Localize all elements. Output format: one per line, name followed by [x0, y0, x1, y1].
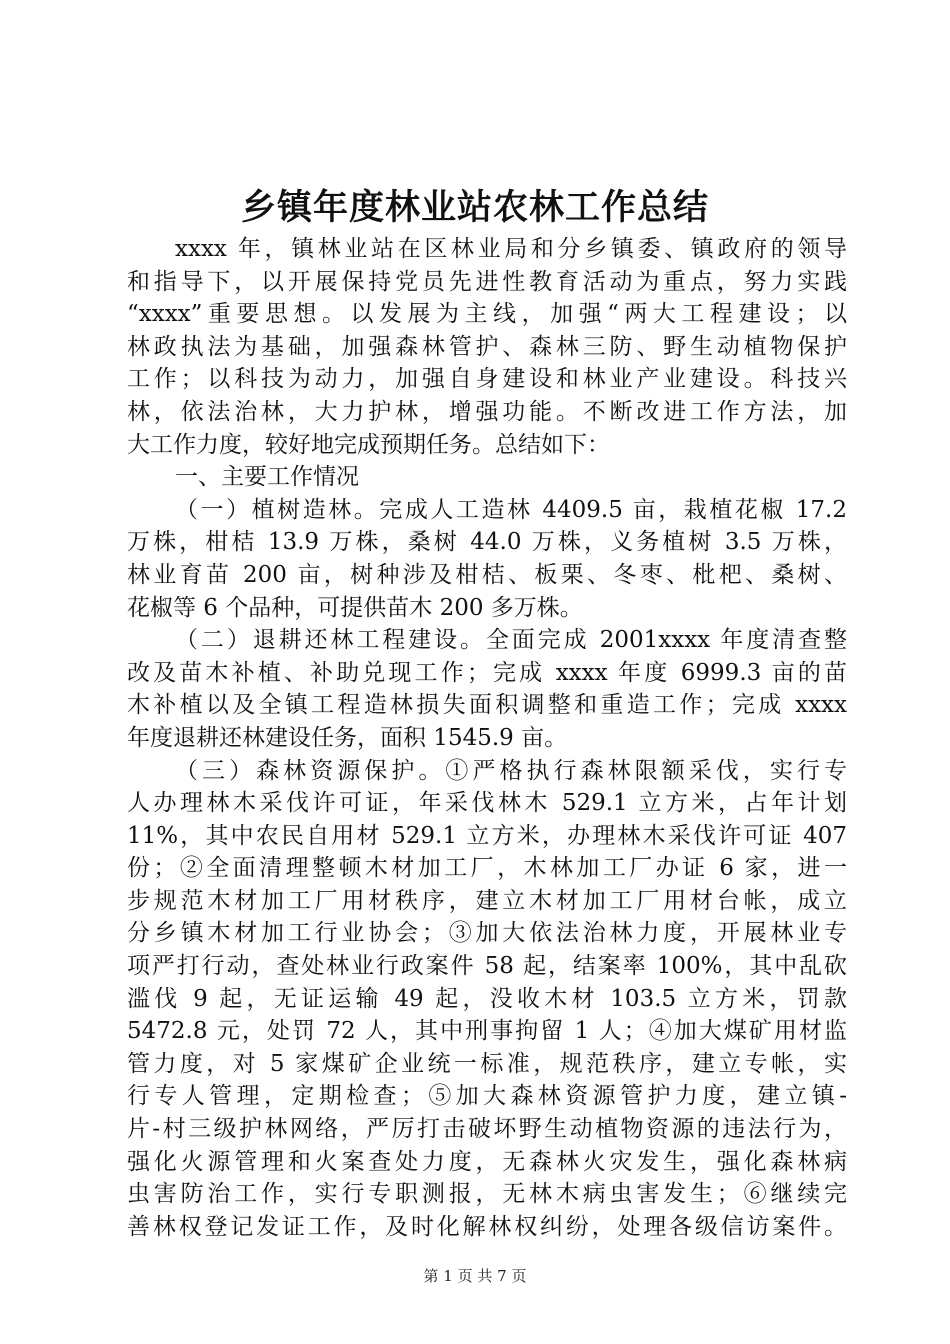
text-line: （一）植树造林。完成人工造林 4409.5 亩，栽植花椒 17.2 — [175, 496, 847, 523]
text-line: 份；②全面清理整顿木材加工厂，木林加工厂办证 6 家，进一 — [127, 855, 847, 882]
section-heading: 一、主要工作情况 — [175, 464, 359, 491]
text-line: 林政执法为基础，加强森林管护、森林三防、野生动植物保护 — [127, 333, 847, 360]
text-line: 滥伐 9 起，无证运输 49 起，没收木材 103.5 立方米，罚款 — [127, 985, 847, 1012]
text-line: xxxx 年，镇林业站在区林业局和分乡镇委、镇政府的领导 — [175, 236, 847, 262]
text-line: 人办理林木采伐许可证，年采伐林木 529.1 立方米，占年计划 — [127, 790, 847, 817]
text-line: 花椒等 6 个品种，可提供苗木 200 多万株。 — [127, 594, 583, 621]
text-line: 分乡镇木材加工行业协会；③加大依法治林力度，开展林业专 — [127, 920, 847, 947]
text-line: 片-村三级护林网络，严厉打击破坏野生动植物资源的违法行为， — [127, 1116, 847, 1143]
document-title: 乡镇年度林业站农林工作总结 — [240, 188, 709, 228]
text-line: 工作；以科技为动力，加强自身建设和林业产业建设。科技兴 — [127, 366, 847, 393]
text-line: 步规范木材加工厂用材秩序，建立木材加工厂用材台帐，成立 — [127, 887, 847, 914]
text-line: 11%，其中农民自用材 529.1 立方米，办理林木采伐许可证 407 — [127, 822, 847, 849]
text-line: 和指导下，以开展保持党员先进性教育活动为重点，努力实践 — [127, 268, 847, 295]
text-line: 虫害防治工作，实行专职测报，无林木病虫害发生；⑥继续完 — [127, 1181, 847, 1208]
text-line: 善林权登记发证工作，及时化解林权纠纷，处理各级信访案件。 — [127, 1213, 847, 1240]
document-body — [127, 233, 847, 1243]
text-line: （二）退耕还林工程建设。全面完成 2001xxxx 年度清查整 — [175, 627, 847, 654]
text-line: 改及苗木补植、补助兑现工作；完成 xxxx 年度 6999.3 亩的苗 — [127, 659, 847, 686]
text-line: 万株，柑桔 13.9 万株，桑树 44.0 万株，义务植树 3.5 万株， — [127, 529, 847, 556]
page-number: 第 1 页 共 7 页 — [423, 1267, 527, 1285]
text-line: 林业育苗 200 亩，树种涉及柑桔、板栗、冬枣、枇杷、桑树、 — [127, 561, 847, 588]
text-line: 大工作力度，较好地完成预期任务。总结如下： — [127, 431, 610, 458]
text-line: 5472.8 元，处罚 72 人，其中刑事拘留 1 人；④加大煤矿用材监 — [127, 1018, 847, 1045]
text-line: 林，依法治林，大力护林，增强功能。不断改进工作方法，加 — [127, 398, 847, 425]
text-line: 木补植以及全镇工程造林损失面积调整和重造工作；完成 xxxx — [127, 692, 847, 719]
text-line: 行专人管理，定期检查；⑤加大森林资源管护力度，建立镇- — [127, 1083, 847, 1110]
text-line: （三）森林资源保护。①严格执行森林限额采伐，实行专 — [175, 757, 847, 784]
text-line: 强化火源管理和火案查处力度，无森林火灾发生，强化森林病 — [127, 1148, 847, 1175]
text-line: 项严打行动，查处林业行政案件 58 起，结案率 100%，其中乱砍 — [127, 953, 847, 980]
text-line: 年度退耕还林建设任务，面积 1545.9 亩。 — [127, 724, 568, 751]
text-line: 管力度，对 5 家煤矿企业统一标准，规范秩序，建立专帐，实 — [127, 1050, 847, 1077]
text-line: “xxxx”重要思想。以发展为主线，加强“两大工程建设；以 — [127, 301, 847, 328]
